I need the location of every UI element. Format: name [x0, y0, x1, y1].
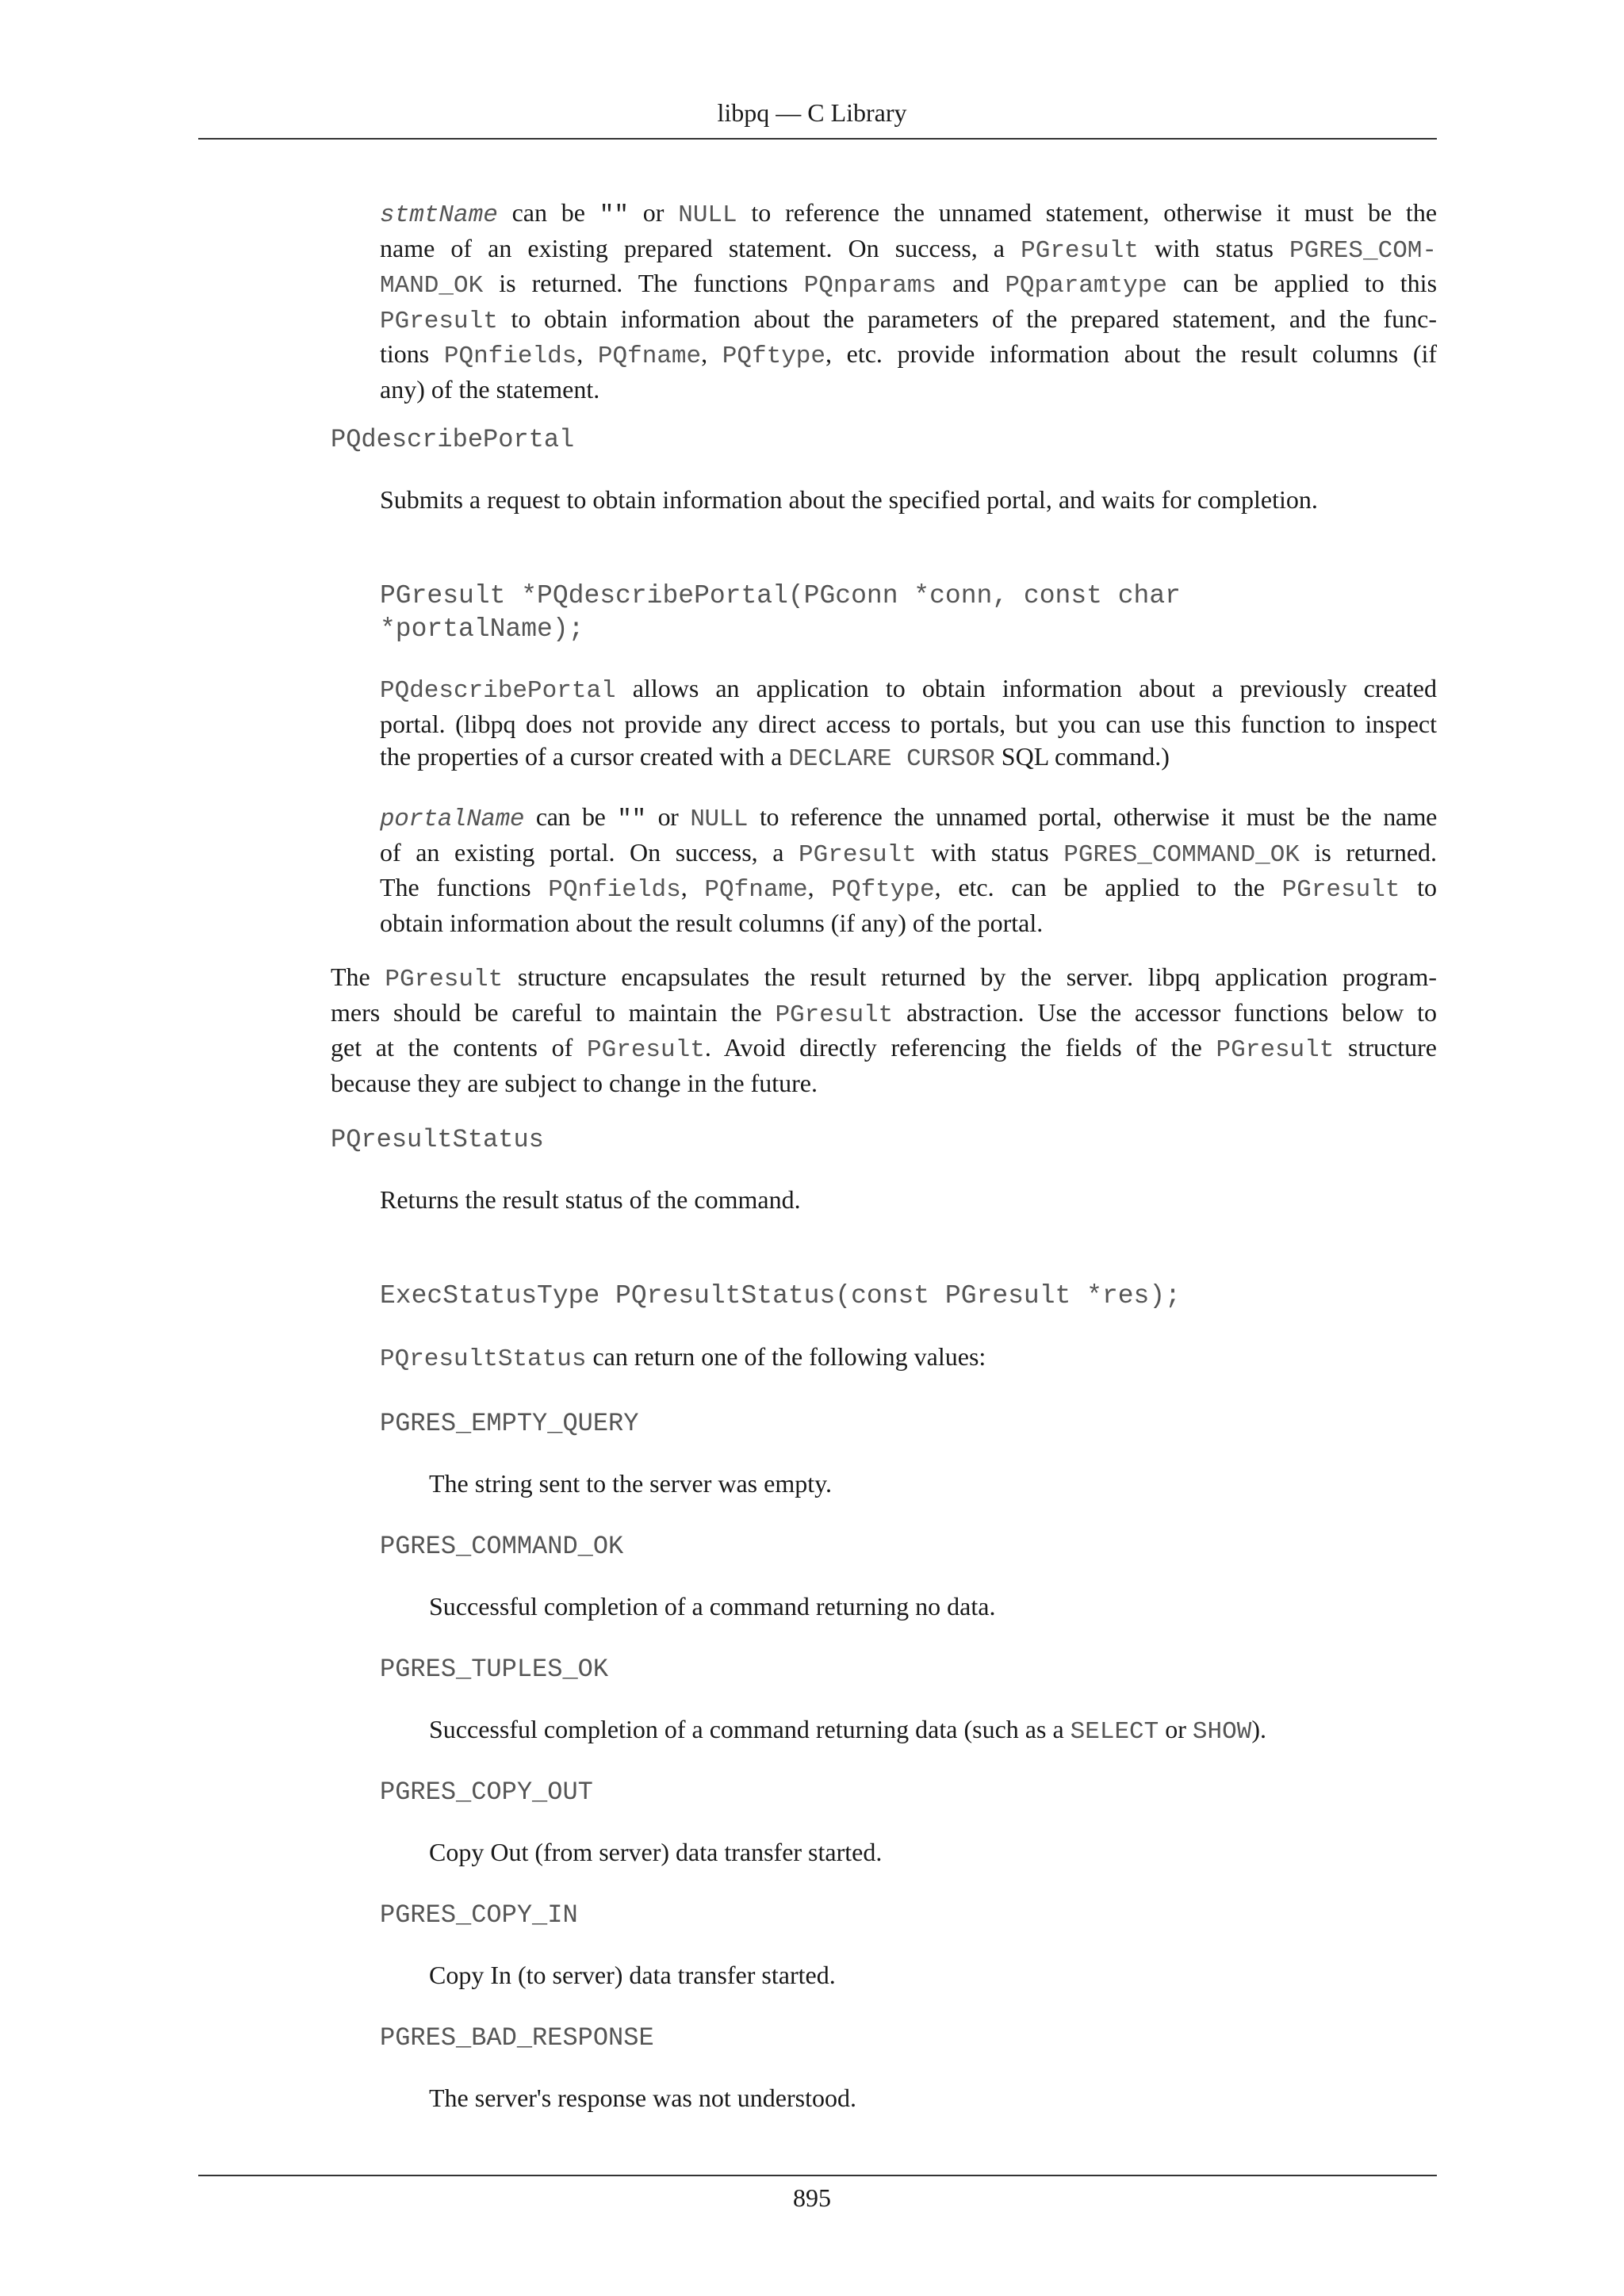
stmtname-paragraph: stmtName can be "" or NULL to reference the unnamed statement, otherwise it must be the name of an existing prepared statement. On success, a PGresult with status PGRES_COM- MAND_OK is returned. The functions PQnparams and PQparamtype can be applied to this PGresult to obtain information about the parameters of the prepared statement, and the func- tions PQnfields, PQfname, PQftype, etc. provide information about the result columns (if any) of the statement. — [380, 198, 1438, 404]
describe-portal-paragraph: PQdescribePortal allows an application to obtain information about a previously created portal. (libpq does not provide any direct access to portals, but you can use this function to inspect the properties of a cursor created with a DECLARE CURSOR SQL command.) — [380, 674, 1437, 773]
header-rule — [198, 138, 1437, 140]
footer-rule — [198, 2175, 1437, 2176]
value-name: PGRES_EMPTY_QUERY — [380, 1409, 639, 1438]
running-header: libpq — C Library — [717, 98, 907, 127]
value-desc: The server's response was not understood. — [429, 2084, 856, 2112]
describe-portal-signature: PGresult *PQdescribePortal(PGconn *conn, const char *portalName); — [380, 581, 1181, 644]
value-desc: Successful completion of a command returning data (such as a SELECT or SHOW). — [429, 1715, 1266, 1746]
result-status-intro: PQresultStatus can return one of the following values: — [380, 1342, 986, 1373]
pgresult-paragraph: The PGresult structure encapsulates the result returned by the server. libpq application program- mers should be careful to maintain the PGresult abstraction. Use the accessor functions below to get at the contents of PGresult. Avoid directly referencing the fields of the PGresult structure because they are subject to change in the future. — [331, 962, 1438, 1097]
portalname-paragraph: portalName can be "" or NULL to reference the unnamed portal, otherwise it must be the name of an existing portal. On success, a PGresult with status PGRES_COMMAND_OK is returned. The functions PQnfields, PQfname, PQftype, etc. can be applied to the PGresult to obtain information about the result columns (if any) of the portal. — [380, 802, 1438, 937]
term-pqdescribeportal: PQdescribePortal — [331, 425, 575, 454]
value-desc: The string sent to the server was empty. — [429, 1469, 833, 1498]
value-name: PGRES_COMMAND_OK — [380, 1532, 624, 1561]
term-pqresultstatus: PQresultStatus — [331, 1125, 544, 1154]
value-desc: Copy Out (from server) data transfer started. — [429, 1838, 883, 1866]
param-portalname: portalName — [380, 806, 525, 833]
result-status-signature: ExecStatusType PQresultStatus(const PGresult *res); — [380, 1281, 1181, 1311]
param-stmtname: stmtName — [380, 201, 498, 229]
result-status-desc: Returns the result status of the command. — [380, 1185, 801, 1214]
value-desc: Successful completion of a command returning no data. — [429, 1592, 996, 1621]
describe-portal-desc: Submits a request to obtain information about the specified portal, and waits for completion. — [380, 485, 1318, 514]
value-desc: Copy In (to server) data transfer started. — [429, 1961, 836, 1989]
page-number: 895 — [793, 2183, 831, 2212]
value-name: PGRES_COPY_IN — [380, 1900, 578, 1930]
value-name: PGRES_TUPLES_OK — [380, 1655, 609, 1684]
value-name: PGRES_BAD_RESPONSE — [380, 2023, 654, 2053]
value-name: PGRES_COPY_OUT — [380, 1777, 593, 1807]
